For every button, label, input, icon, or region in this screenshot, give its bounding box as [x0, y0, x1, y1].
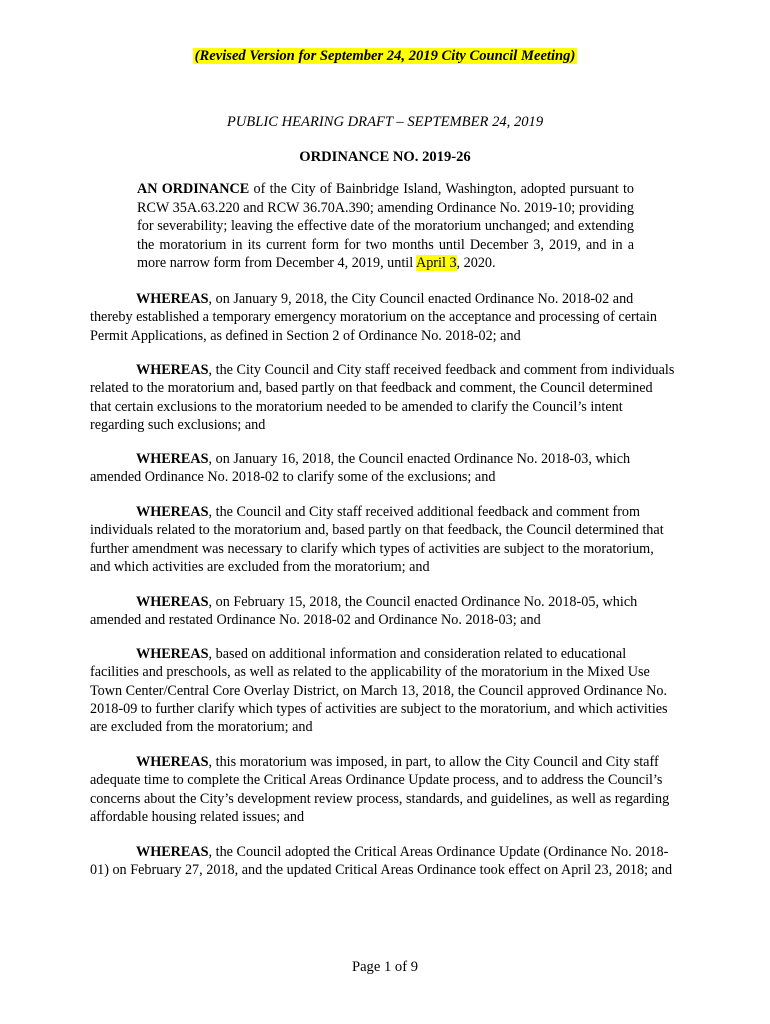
highlighted-date: April 3	[415, 255, 457, 272]
whereas-paragraph-5	[90, 593, 675, 630]
whereas-label: WHEREAS	[136, 646, 209, 662]
whereas-text: , the City Council and City staff received feedback and comment from individuals related to the moratorium and, based partly on that feedback and comment, the Council determined that certain exclusions to the moratorium needed to be amended to clarify the Council’s intent regarding such exclusions; and	[90, 362, 675, 433]
revised-version-note	[0, 47, 770, 65]
public-hearing-draft-heading: PUBLIC HEARING DRAFT – SEPTEMBER 24, 2019	[226, 114, 544, 130]
whereas-text: , on January 16, 2018, the Council enacted Ordinance No. 2018-03, which amended Ordinance No. 2018-02 to clarify some of the exclusions; and	[90, 451, 631, 486]
whereas-label: WHEREAS	[136, 754, 209, 770]
whereas-text: , based on additional information and consideration related to educational facilities and preschools, as well as related to the applicability of the moratorium in the Mixed Use Town Center/Central Core Overlay District, on March 13, 2018, the Council approved Ordinance No. 2018-09 to further clarify which types of activities are subject to the moratorium, and which activities are excluded from the moratorium; and	[90, 646, 668, 736]
revised-version-highlight: (Revised Version for September 24, 2019 City Council Meeting)	[194, 48, 576, 64]
whereas-text: , this moratorium was imposed, in part, to allow the City Council and City staff adequate time to complete the Critical Areas Ordinance Update process, and to address the Council’s concerns about the City’s development review process, standards, and guidelines, as well as regarding affordable housing related issues; and	[90, 754, 670, 825]
whereas-label: WHEREAS	[136, 844, 209, 860]
ordinance-title	[137, 180, 634, 273]
whereas-paragraph-7	[90, 753, 675, 826]
whereas-paragraph-1	[90, 290, 675, 345]
whereas-paragraph-8	[90, 843, 675, 880]
page-number: Page 1 of 9	[351, 959, 419, 975]
ordinance-title-text: of the City of Bainbridge Island, Washington, adopted pursuant to RCW 35A.63.220 and RCW 36.70A.390; amending Ordinance No. 2019-10; providing for severability; leaving the effective date of the moratorium unchanged; and extending the moratorium in its current form for two months until December 3, 2019, and in a more narrow form from December 4, 2019, until	[137, 181, 634, 272]
ordinance-title-end: , 2020.	[456, 255, 496, 272]
whereas-label: WHEREAS	[136, 362, 209, 378]
whereas-label: WHEREAS	[136, 504, 209, 520]
whereas-text: , the Council and City staff received additional feedback and comment from individuals related to the moratorium and, based partly on that feedback, the Council determined that further amendment was necessary to clarify which types of activities are subject to the moratorium, and which activities are excluded from the moratorium; and	[90, 504, 664, 575]
whereas-paragraph-4	[90, 503, 675, 576]
whereas-text: , on January 9, 2018, the City Council enacted Ordinance No. 2018-02 and thereby established a temporary emergency moratorium on the acceptance and processing of certain Permit Applications, as defined in Section 2 of Ordinance No. 2018-02; and	[90, 291, 658, 344]
ordinance-title-lead: AN ORDINANCE	[137, 181, 250, 197]
whereas-label: WHEREAS	[136, 291, 209, 307]
whereas-label: WHEREAS	[136, 451, 209, 467]
whereas-paragraph-3	[90, 450, 675, 487]
whereas-paragraph-6	[90, 645, 675, 736]
whereas-text: , on February 15, 2018, the Council enacted Ordinance No. 2018-05, which amended and restated Ordinance No. 2018-02 and Ordinance No. 2018-03; and	[90, 594, 638, 629]
whereas-paragraph-2	[90, 361, 675, 434]
ordinance-number: ORDINANCE NO. 2019-26	[299, 149, 471, 165]
whereas-label: WHEREAS	[136, 594, 209, 610]
whereas-text: , the Council adopted the Critical Areas Ordinance Update (Ordinance No. 2018-01) on February 27, 2018, and the updated Critical Areas Ordinance took effect on April 23, 2018; and	[90, 844, 673, 879]
